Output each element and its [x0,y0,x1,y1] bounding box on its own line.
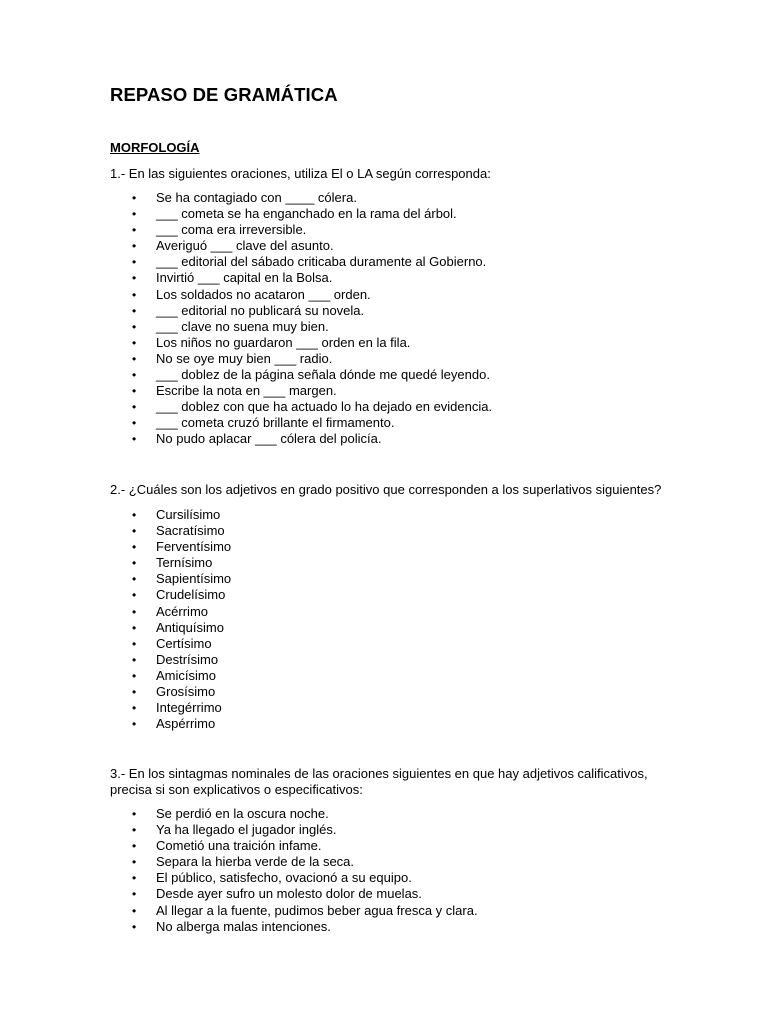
list-item [128,652,231,668]
list-item-text: ___ editorial del sábado criticaba duramente al Gobierno. [156,254,487,270]
list-item [128,206,492,222]
bullet-icon: • [132,887,137,902]
bullet-icon: • [132,556,137,571]
bullet-icon: • [132,416,137,431]
bullet-icon: • [132,368,137,383]
list-item-text: Separa la hierba verde de la seca. [156,854,355,870]
list-item [128,222,492,238]
list-item [128,716,231,732]
list-item [128,190,492,206]
list-item-text: Amicísimo [156,667,216,683]
list-item [128,886,478,902]
bullet-icon: • [132,604,137,619]
list-item-text: Integérrimo [156,700,222,716]
bullet-icon: • [132,652,137,667]
bullet-icon: • [132,668,137,683]
list-item [128,335,492,351]
bullet-icon: • [132,239,137,254]
list-item-text: No pudo aplacar ___ cólera del policía. [156,431,382,447]
list-item [128,604,231,620]
bullet-icon: • [132,620,137,635]
bullet-icon: • [132,636,137,651]
list-item-text: Desde ayer sufro un molesto dolor de muelas. [156,886,422,902]
bullet-icon: • [132,287,137,302]
list-item [128,415,492,431]
list-item-text: Cometió una traición infame. [156,838,322,854]
list-item [128,399,492,415]
list-item [128,668,231,684]
list-item-text: Ternísimo [156,555,213,571]
list-item-text: El público, satisfecho, ovacionó a su equipo. [156,870,412,886]
bullet-icon: • [132,903,137,918]
bullet-icon: • [132,855,137,870]
bullet-icon: • [132,524,137,539]
bullet-icon: • [132,588,137,603]
list-item [128,636,231,652]
question-2-list [128,507,231,732]
list-item [128,620,231,636]
list-item-text: ___ doblez con que ha actuado lo ha dejado en evidencia. [156,399,493,415]
bullet-icon: • [132,223,137,238]
bullet-icon: • [132,384,137,399]
list-item-text: ___ doblez de la página señala dónde me quedé leyendo. [156,367,490,383]
list-item-text: Grosísimo [156,684,216,700]
list-item-text: Antiquísimo [156,619,224,635]
question-3-prompt-line-2: precisa si son explicativos o especificativos: [110,782,363,797]
list-item [128,431,492,447]
list-item [128,571,231,587]
list-item-text: Escribe la nota en ___ margen. [156,383,337,399]
list-item [128,303,492,319]
bullet-icon: • [132,400,137,415]
bullet-icon: • [132,701,137,716]
list-item [128,319,492,335]
bullet-icon: • [132,191,137,205]
list-item-text: Los niños no guardaron ___ orden en la fila. [156,334,411,350]
list-item-text: Certísimo [156,635,212,651]
section-heading-morfologia: MORFOLOGÍA [110,140,200,155]
bullet-icon: • [132,508,137,522]
list-item-text: Destrísimo [156,651,219,667]
list-item-text: Los soldados no acataron ___ orden. [156,286,371,302]
list-item-text: Se ha contagiado con ____ cólera. [156,190,357,205]
list-item-text: Invirtió ___ capital en la Bolsa. [156,270,333,286]
list-item [128,238,492,254]
list-item-text: ___ editorial no publicará su novela. [156,302,365,318]
question-1-prompt: 1.- En las siguientes oraciones, utiliza El o LA según corresponda: [110,166,491,181]
bullet-icon: • [132,351,137,366]
question-2-prompt: 2.- ¿Cuáles son los adjetivos en grado positivo que corresponden a los superlativos siguientes? [110,482,662,497]
bullet-icon: • [132,432,137,447]
list-item [128,555,231,571]
list-item-text: ___ cometa cruzó brillante el firmamento. [156,415,395,431]
bullet-icon: • [132,303,137,318]
list-item [128,287,492,303]
list-item-text: No alberga malas intenciones. [156,918,331,934]
list-item [128,700,231,716]
list-item-text: ___ cometa se ha enganchado en la rama del árbol. [156,206,457,222]
list-item [128,903,478,919]
list-item [128,254,492,270]
list-item-text: Acérrimo [156,603,209,619]
bullet-icon: • [132,319,137,334]
list-item [128,270,492,286]
list-item [128,539,231,555]
list-item-text: Averiguó ___ clave del asunto. [156,238,334,254]
page-title: REPASO DE GRAMÁTICA [110,84,338,105]
list-item-text: No se oye muy bien ___ radio. [156,350,333,366]
question-3-prompt-line-1: 3.- En los sintagmas nominales de las oraciones siguientes en que hay adjetivos calificativos, [110,766,648,781]
list-item [128,523,231,539]
bullet-icon: • [132,823,137,838]
bullet-icon: • [132,271,137,286]
list-item [128,919,478,935]
list-item [128,684,231,700]
list-item [128,351,492,367]
list-item [128,822,478,838]
question-3-list [128,806,478,935]
bullet-icon: • [132,207,137,222]
list-item-text: Cursilísimo [156,507,221,522]
list-item-text: ___ coma era irreversible. [156,222,307,238]
list-item-text: Crudelísimo [156,587,226,603]
list-item-text: Ya ha llegado el jugador inglés. [156,822,337,838]
bullet-icon: • [132,871,137,886]
bullet-icon: • [132,335,137,350]
list-item-text: Al llegar a la fuente, pudimos beber agua fresca y clara. [156,902,478,918]
list-item-text: ___ clave no suena muy bien. [156,318,329,334]
list-item [128,383,492,399]
bullet-icon: • [132,839,137,854]
bullet-icon: • [132,807,137,821]
list-item [128,367,492,383]
list-item [128,854,478,870]
list-item-text: Aspérrimo [156,716,216,732]
list-item [128,587,231,603]
list-item [128,838,478,854]
bullet-icon: • [132,540,137,555]
list-item-text: Ferventísimo [156,539,232,555]
list-item [128,870,478,886]
list-item-text: Sapientísimo [156,571,232,587]
list-item-text: Sacratísimo [156,523,225,539]
list-item-text: Se perdió en la oscura noche. [156,806,329,821]
bullet-icon: • [132,572,137,587]
bullet-icon: • [132,685,137,700]
bullet-icon: • [132,255,137,270]
bullet-icon: • [132,717,137,732]
list-item [128,507,231,523]
question-1-list [128,190,492,448]
list-item [128,806,478,822]
bullet-icon: • [132,919,137,934]
